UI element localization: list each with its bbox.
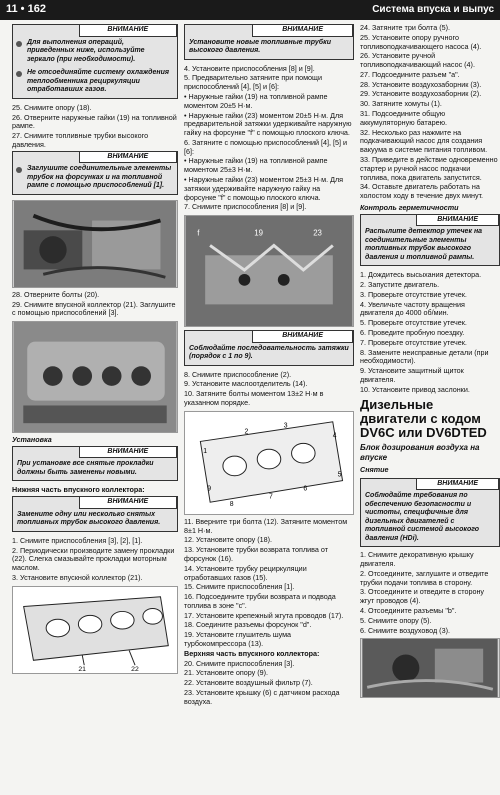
seq-4: 4 (332, 432, 337, 440)
warning-text: Заглушите соединительные элементы трубок на форсунках и на топливной рампе с помощью приспособлений [1]. (13, 163, 177, 194)
step: 9. Установите защитный щиток двигателя. (360, 366, 464, 384)
step: 30. Затяните хомуты (1). (360, 99, 442, 109)
step: 24. Затяните три болта (5). (360, 23, 450, 32)
warning-box (12, 496, 178, 532)
engine-photo (12, 200, 178, 288)
warning-label: ВНИМАНИЕ (79, 447, 177, 459)
callout-19: 19 (254, 228, 264, 238)
warning-box (12, 446, 178, 482)
step: 5. Снимите опору (5). (360, 615, 432, 625)
step: 13. Установите трубки возврата топлива от форсунок (16). (184, 545, 329, 563)
section-title: Система впуска и выпус (372, 3, 494, 15)
step: 27. Подсоедините разъем "a". (360, 69, 460, 79)
step: 9. Установите маслоотделитель (14). (184, 379, 308, 389)
step: 1. Снимите декоративную крышку двигателя. (360, 550, 474, 569)
step: • Наружные гайки (19) на топливной рампе моментом 25±3 Н·м. (184, 156, 328, 175)
warning-label: ВНИМАНИЕ (252, 331, 353, 343)
section-heading: Дизельные двигатели с кодом DV6C или DV6DTED (360, 397, 487, 440)
warning-box (12, 151, 178, 195)
step: 17. Установите крепежный жгута проводов (17). (184, 610, 344, 620)
seq-5: 5 (337, 471, 342, 479)
step: 28. Установите воздухозаборник (3). (360, 79, 482, 89)
step: 21. Установите опору (9). (184, 668, 269, 678)
column-3 (360, 24, 500, 701)
seq-8: 8 (229, 500, 234, 508)
seq-2: 2 (244, 428, 249, 436)
step: 14. Установите трубку рециркуляции отработавших газов (15). (184, 563, 307, 582)
step: 11. Вверните три болта (12). Затяните моментом 8±1 Н·м. (184, 516, 348, 535)
callout-f: f (197, 228, 200, 238)
step: 7. Проверьте отсутствие утечек. (360, 337, 467, 347)
warning-text: Для выполнения операций, приведенных ниже, используйте зеркало (при необходимости). (13, 37, 177, 68)
step: 23. Установите крышку (6) с датчиком расхода воздуха. (184, 687, 340, 706)
step: 3. Проверьте отсутствие утечек. (360, 289, 467, 299)
step: • Наружные гайки (23) моментом 20±5 Н·м. Для предварительной затяжки удерживайте наружную гайку на форсунке "f" с помощью плоского ключа. (184, 110, 352, 138)
warning-label: ВНИМАНИЕ (416, 479, 499, 491)
step: 22. Установите воздушный фильтр (7). (184, 678, 313, 688)
step: 1. Снимите приспособления [3], [2], [1]. (12, 535, 143, 545)
column-2 (184, 24, 354, 707)
callout-22: 22 (131, 665, 139, 673)
seq-9: 9 (207, 485, 212, 493)
seq-3: 3 (283, 422, 288, 430)
subheading-install: Установка (12, 435, 52, 445)
fuel-rail-drawing (185, 216, 353, 326)
warning-label: ВНИМАНИЕ (79, 152, 177, 164)
step: 2. Периодически производите замену прокладки (22). Слегка смазывайте прокладки моторным маслом. (12, 545, 175, 573)
step: 20. Снимите приспособления [3]. (184, 658, 295, 668)
gasket-diagram-drawing (13, 587, 177, 673)
seq-7: 7 (269, 493, 273, 501)
step: 18. Соедините разъемы форсунок "d". (184, 620, 312, 630)
subheading-upper: Верхняя часть впускного коллектора: (184, 648, 320, 658)
page-number: 11 • 162 (6, 3, 46, 16)
step: 1. Дождитесь высыхания детектора. (360, 270, 482, 280)
tightening-sequence-diagram (184, 411, 354, 515)
subheading-control: Контроль герметичности (360, 202, 459, 212)
engine-photo-drawing (13, 201, 177, 287)
warning-box (184, 24, 354, 60)
warning-text: Не отсоединяйте систему охлаждения теплообменника рециркуляции отработавших газов. (13, 67, 177, 98)
step: 5. Предварительно затяните при помощи приспособлений [4], [5] и [6]: (184, 73, 322, 92)
step: 25. Снимите опору (18). (12, 102, 92, 112)
fuel-rail-photo (184, 215, 354, 327)
step: 8. Замените неисправные детали (при необходимости). (360, 347, 489, 366)
warning-text: Замените одну или несколько снятых топливных трубок высокого давления. (17, 510, 161, 527)
callout-21: 21 (78, 665, 86, 673)
step: 26. Установите ручной топливоподкачивающий насос (4). (360, 51, 475, 70)
step: 26. Отверните наружные гайки (19) на топливной рампе. (12, 112, 177, 131)
step: 4. Отсоедините разъемы "b". (360, 606, 457, 616)
step: 2. Отсоедините, заглушите и отведите трубки подачи топлива в сторону. (360, 568, 489, 587)
column-1 (12, 24, 178, 677)
step: • Наружные гайки (23) моментом 25±3 Н·м. Для затяжки удерживайте наружную гайку на форсунке "f" с помощью плоского ключа. (184, 174, 344, 202)
warning-box (12, 24, 178, 99)
step: 2. Запустите двигатель. (360, 280, 440, 290)
step: • Наружные гайки (19) на топливной рампе моментом 20±5 Н·м. (184, 91, 328, 110)
warning-box (184, 330, 354, 366)
step: 3. Отсоедините и отведите в сторону жгут проводов (4). (360, 587, 485, 606)
intake-manifold-drawing (13, 322, 177, 432)
callout-23: 23 (313, 228, 322, 238)
warning-text: Установите новые топливные трубки высокого давления. (189, 38, 331, 55)
page-header (0, 0, 500, 20)
warning-label: ВНИМАНИЕ (79, 497, 177, 509)
step: 8. Снимите приспособление (2). (184, 369, 292, 379)
step: 6. Снимите воздуховод (3). (360, 625, 450, 635)
intake-manifold-photo (12, 321, 178, 433)
step: 25. Установите опору ручного топливоподкачивающего насоса (4). (360, 32, 482, 51)
tightening-sequence-drawing (185, 412, 353, 514)
warning-text: Соблюдайте требования по обеспечению безопасности и чистоты, специфичные для дизельных двигателей с топливной системой высокого давления (HDi). (365, 492, 480, 542)
step: 10. Установите привод заслонки. (360, 384, 470, 394)
step: 12. Установите опору (18). (184, 535, 273, 545)
step: 4. Установите приспособления [8] и [9]. (184, 63, 315, 73)
step: 33. Приведите в действие одновременно стартер и ручной насос подкачки топлива, пока двигатель запустится. (360, 154, 498, 182)
step: 6. Затяните с помощью приспособлений [4], [5] и [6]: (184, 137, 348, 156)
step: 27. Снимите топливные трубки высокого давления. (12, 131, 149, 149)
step: 4. Увеличьте частоту вращения двигателя до 4000 об/мин. (360, 299, 465, 318)
warning-text: Распылите детектор утечек на соединительные элементы топливных трубок высокого давления и топливной рампы. (365, 228, 483, 261)
warning-text: При установке все снятые прокладки должны быть заменены новыми. (17, 460, 154, 476)
warning-label: ВНИМАНИЕ (252, 25, 353, 37)
warning-box (360, 214, 500, 267)
subsection-heading: Блок дозирования воздуха на впуске (360, 443, 480, 463)
step: 34. Оставьте двигатель работать на холостом ходу в течение двух минут. (360, 182, 484, 201)
step: 19. Установите глушитель шума турбокомпрессора (13). (184, 630, 292, 648)
step: 7. Снимите приспособления [8] и [9]. (184, 202, 307, 212)
step: 32. Несколько раз нажмите на подкачивающий насос для создания вакуума в системе питания топливом. (360, 127, 488, 155)
engine-bay-photo (360, 638, 500, 698)
step: 3. Установите впускной коллектор (21). (12, 572, 143, 582)
warning-text: Соблюдайте последовательность затяжки (порядок с 1 по 9). (189, 344, 349, 361)
warning-box (360, 478, 500, 548)
step: 6. Проведите пробную поездку. (360, 327, 465, 337)
subheading-removal: Снятие (360, 464, 389, 474)
warning-label: ВНИМАНИЕ (416, 215, 499, 227)
subheading-lower: Нижняя часть впускного коллектора: (12, 485, 145, 495)
engine-bay-drawing (361, 639, 499, 697)
step: 29. Установите воздухозаборник (2). (360, 89, 482, 99)
step: 10. Затяните болты моментом 13±2 Н·м в указанном порядке. (184, 389, 324, 408)
step: 31. Подсоедините общую аккумуляторную батарею. (360, 109, 447, 127)
warning-label: ВНИМАНИЕ (79, 25, 177, 37)
step: 16. Подсоедините трубки возврата и подвода топлива в зоне "c". (184, 592, 336, 610)
step: 15. Снимите приспособления [1]. (184, 582, 295, 592)
step: 5. Проверьте отсутствие утечек. (360, 318, 467, 328)
seq-1: 1 (203, 448, 208, 456)
step: 28. Отверните болты (20). (12, 289, 100, 299)
gasket-diagram (12, 586, 178, 674)
step: 29. Снимите впускной коллектор (21). Заглушите с помощью приспособлений [3]. (12, 299, 176, 318)
seq-6: 6 (303, 485, 308, 493)
